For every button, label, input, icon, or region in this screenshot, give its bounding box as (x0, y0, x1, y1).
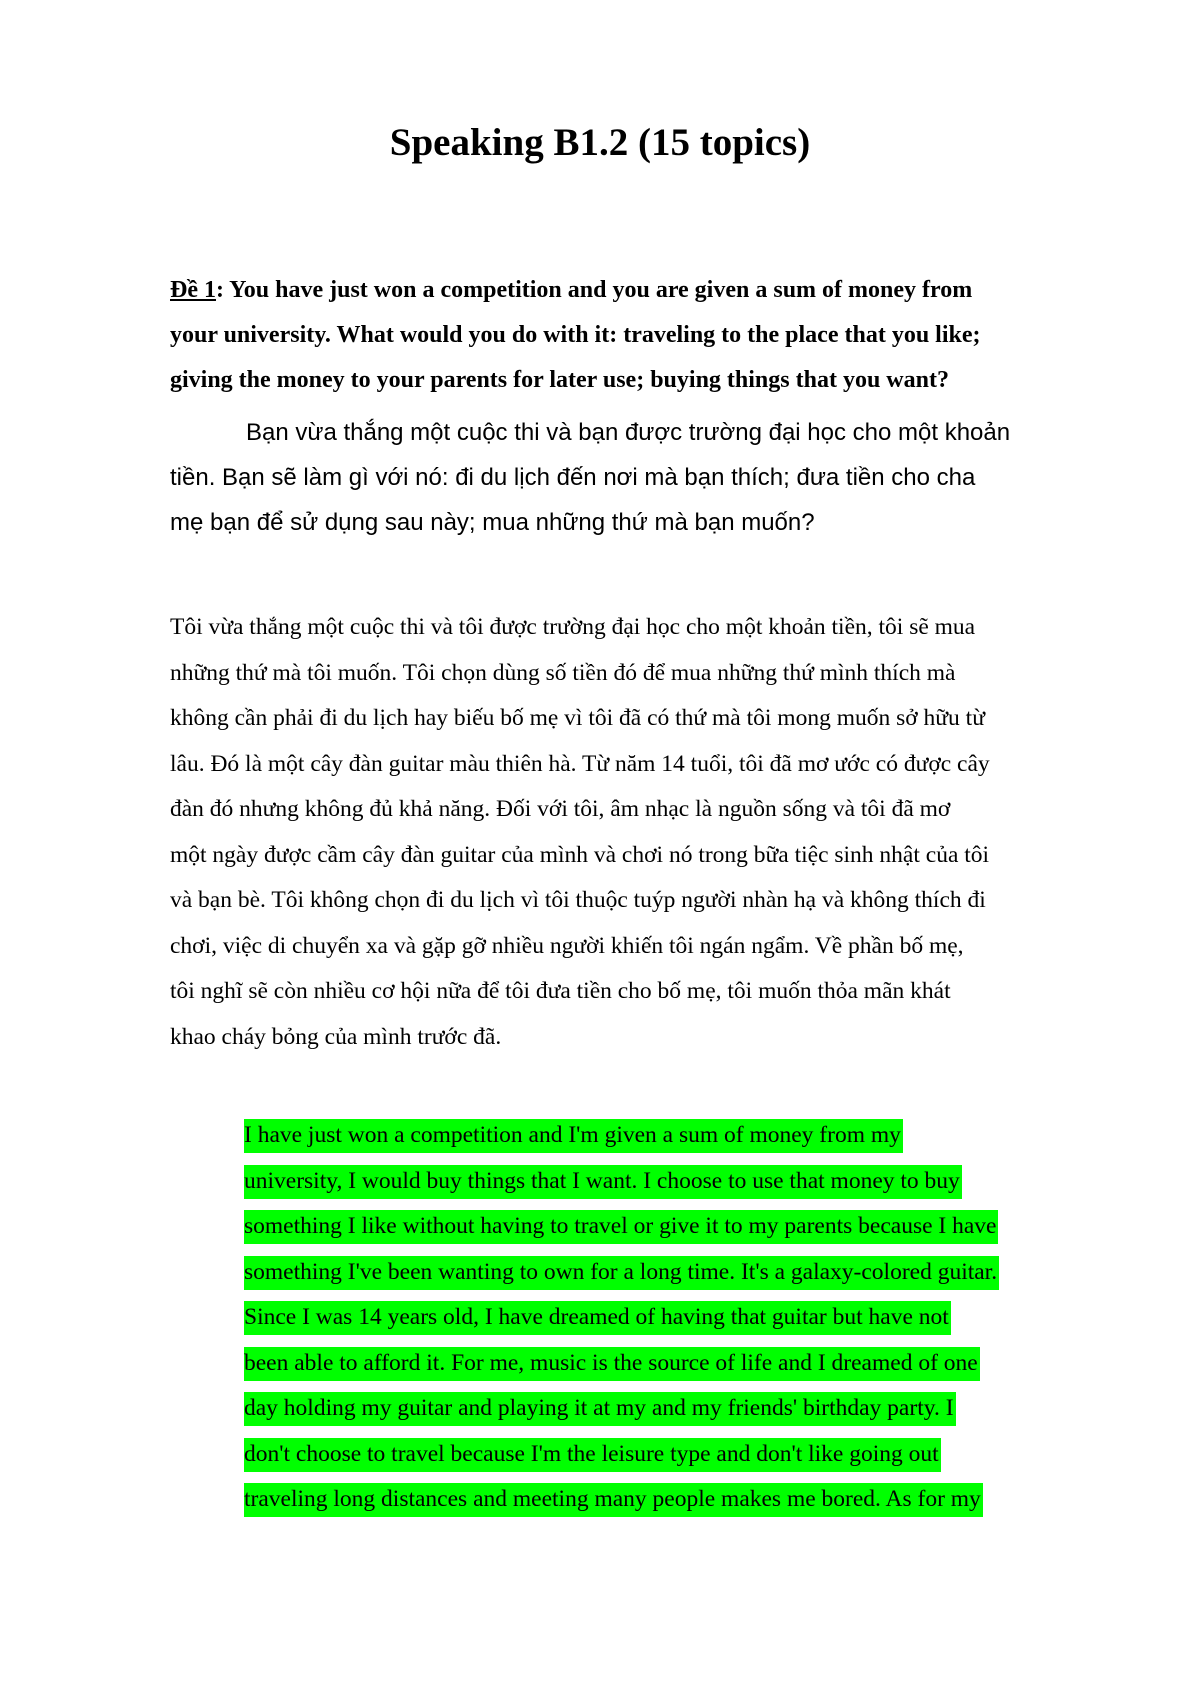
document-title: Speaking B1.2 (15 topics) (389, 121, 811, 164)
answer-vi-line: không cần phải đi du lịch hay biếu bố mẹ vì tôi đã có thứ mà tôi mong muốn sở hữu từ (170, 705, 985, 731)
answer-vi-line: lâu. Đó là một cây đàn guitar màu thiên hà. Từ năm 14 tuổi, tôi đã mơ ước có được cây (170, 750, 990, 777)
answer-vi-line: những thứ mà tôi muốn. Tôi chọn dùng số tiền đó để mua những thứ mình thích mà (170, 659, 956, 686)
answer-en-line (244, 1432, 1100, 1478)
translation-line: mẹ bạn để sử dụng sau này; mua những thứ mà bạn muốn? (170, 509, 815, 536)
question-prompt (170, 268, 1100, 403)
answer-vi-line: một ngày được cầm cây đàn guitar của mình và chơi nó trong bữa tiệc sinh nhật của tôi (170, 841, 990, 868)
question-translation (170, 410, 1100, 545)
answer-en-line (244, 1295, 1100, 1341)
highlighted-text: Since I was 14 years old, I have dreamed of having that guitar but have not (244, 1301, 951, 1335)
highlighted-text: don't choose to travel because I'm the leisure type and don't like going out (244, 1438, 941, 1472)
answer-vi-line: khao cháy bỏng của mình trước đã. (170, 1023, 502, 1050)
answer-english-highlighted (244, 1113, 1100, 1523)
answer-vi-line: và bạn bè. Tôi không chọn đi du lịch vì tôi thuộc tuýp người nhàn hạ và không thích đi (170, 887, 986, 913)
answer-en-line (244, 1204, 1100, 1250)
highlighted-text: university, I would buy things that I want. I choose to use that money to buy (244, 1165, 962, 1199)
answer-vi-line: chơi, việc di chuyển xa và gặp gỡ nhiều người khiến tôi ngán ngẩm. Về phần bố mẹ, (170, 932, 964, 959)
answer-en-line (244, 1341, 1100, 1387)
translation-line: tiền. Bạn sẽ làm gì với nó: đi du lịch đến nơi mà bạn thích; đưa tiền cho cha (170, 464, 976, 491)
highlighted-text: something I've been wanting to own for a long time. It's a galaxy-colored guitar. (244, 1256, 999, 1290)
answer-en-line (244, 1386, 1100, 1432)
highlighted-text: I have just won a competition and I'm given a sum of money from my (244, 1119, 903, 1153)
answer-en-line (244, 1250, 1100, 1296)
answer-en-line (244, 1477, 1100, 1523)
question-line: your university. What would you do with it: traveling to the place that you like; (170, 322, 981, 348)
answer-vi-line: tôi nghĩ sẽ còn nhiều cơ hội nữa để tôi đưa tiền cho bố mẹ, tôi muốn thỏa mãn khát (170, 978, 951, 1004)
question-label: Đề 1 (170, 277, 216, 303)
question-line: giving the money to your parents for later use; buying things that you want? (170, 367, 949, 393)
highlighted-text: traveling long distances and meeting many people makes me bored. As for my (244, 1483, 983, 1517)
highlighted-text: day holding my guitar and playing it at my and my friends' birthday party. I (244, 1392, 956, 1426)
question-line (170, 268, 1100, 313)
translation-line: Bạn vừa thắng một cuộc thi và bạn được trường đại học cho một khoản (246, 419, 1011, 446)
answer-vietnamese (170, 605, 1100, 1060)
answer-vi-line: đàn đó nhưng không đủ khả năng. Đối với tôi, âm nhạc là nguồn sống và tôi đã mơ (170, 796, 951, 822)
answer-vi-line: Tôi vừa thắng một cuộc thi và tôi được trường đại học cho một khoản tiền, tôi sẽ mua (170, 614, 976, 640)
question-text: : You have just won a competition and you are given a sum of money from (215, 277, 973, 303)
highlighted-text: something I like without having to travel or give it to my parents because I have (244, 1210, 998, 1244)
answer-en-line (244, 1159, 1100, 1205)
highlighted-text: been able to afford it. For me, music is the source of life and I dreamed of one (244, 1347, 980, 1381)
answer-en-line (244, 1113, 1100, 1159)
